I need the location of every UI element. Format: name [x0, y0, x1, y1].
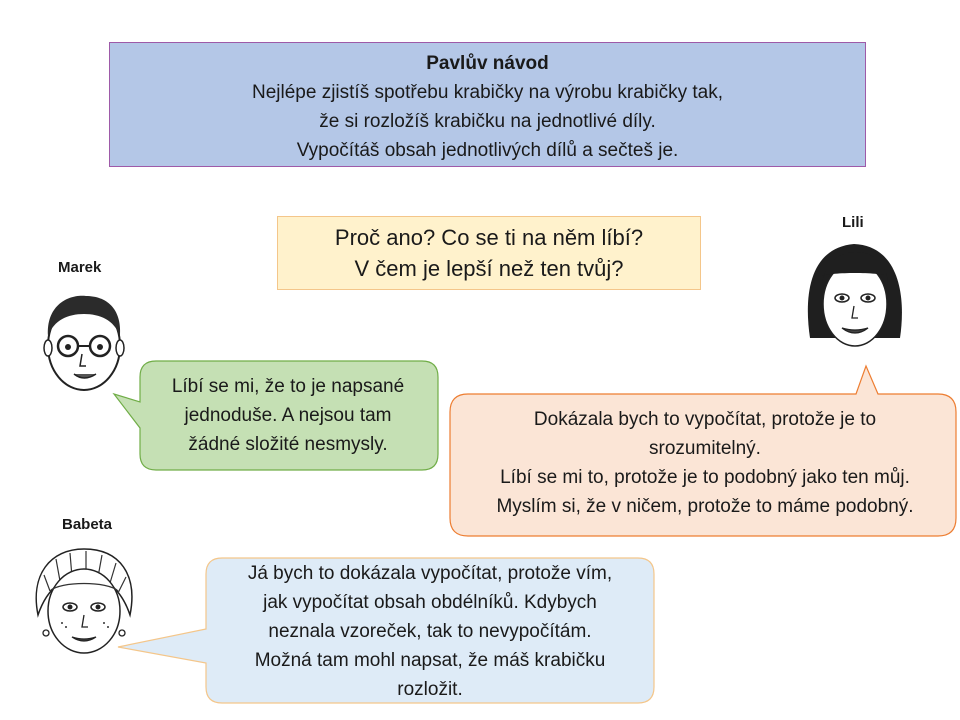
speech-line: Já bych to dokázala vypočítat, protože vím, [247, 563, 613, 584]
instructions-line: Vypočítáš obsah jednotlivých dílů a sečteš je. [296, 140, 679, 161]
speech-line: jak vypočítat obsah obdélníků. Kdybych [263, 592, 597, 613]
instructions-title: Pavlův návod [426, 53, 549, 74]
speech-line: žádné složité nesmysly. [188, 434, 388, 455]
question-line: V čem je lepší než ten tvůj? [354, 256, 624, 281]
speech-line: Líbí se mi to, protože je to podobný jako ten můj. [500, 467, 910, 488]
lili-speech [452, 405, 958, 521]
marek-name: Marek [58, 259, 102, 276]
instructions-box [109, 42, 866, 167]
speech-line: Dokázala bych to vypočítat, protože je to [533, 409, 877, 430]
instructions-line: Nejlépe zjistíš spotřebu krabičky na výrobu krabičky tak, [252, 82, 723, 103]
speech-line: srozumitelný. [649, 438, 761, 459]
babeta-name: Babeta [62, 516, 113, 533]
speech-line: Líbí se mi, že to je napsané [171, 376, 405, 397]
speech-line: neznala vzoreček, tak to nevypočítám. [268, 621, 592, 642]
question-box [277, 216, 701, 290]
question-line: Proč ano? Co se ti na něm líbí? [334, 225, 644, 250]
marek-speech [140, 372, 436, 459]
speech-line: rozložit. [397, 679, 463, 700]
speech-line: Myslím si, že v ničem, protože to máme podobný. [496, 496, 914, 517]
lili-name: Lili [842, 214, 864, 231]
babeta-speech [206, 559, 654, 704]
instructions-line: že si rozložíš krabičku na jednotlivé díly. [319, 111, 656, 132]
speech-line: Možná tam mohl napsat, že máš krabičku [254, 650, 606, 671]
lili-face-icon [804, 238, 906, 358]
speech-line: jednoduše. A nejsou tam [184, 405, 392, 426]
